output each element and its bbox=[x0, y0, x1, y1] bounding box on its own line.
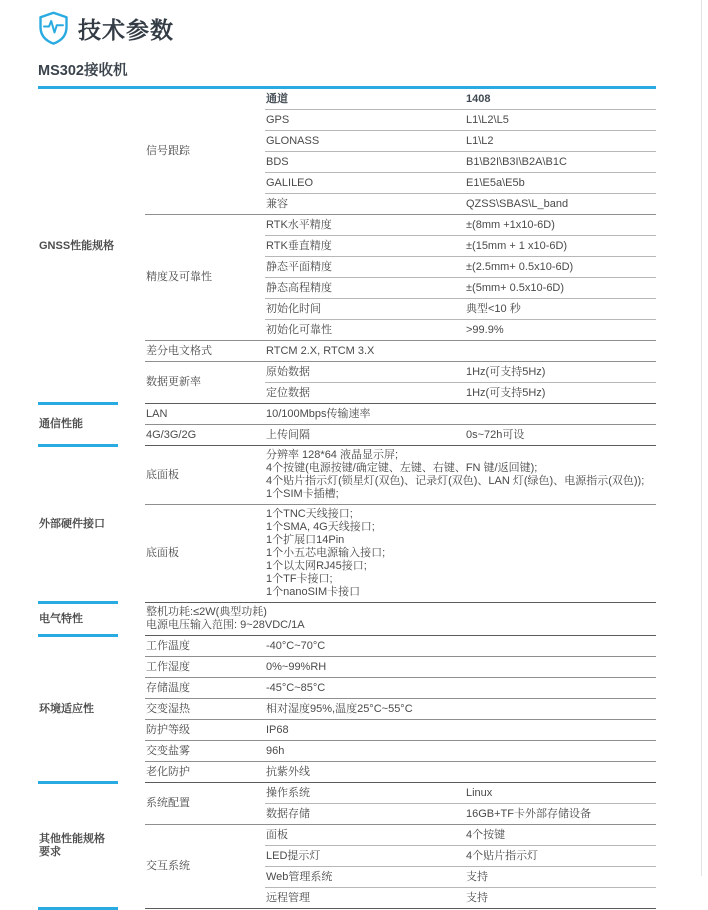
detail-line: 分辨率 128*64 液晶显示屏; bbox=[266, 449, 399, 461]
detail-line: 1个以太网RJ45接口; bbox=[266, 560, 367, 572]
param-value: 典型<10 秒 bbox=[465, 299, 656, 320]
param-name: 兼容 bbox=[265, 194, 465, 215]
param-name: 初始化时间 bbox=[265, 299, 465, 320]
param-name: 存储温度 bbox=[145, 678, 265, 699]
detail-line: 1个TNC天线接口; bbox=[266, 508, 353, 520]
param-value: L1\L2\L5 bbox=[465, 110, 656, 131]
param-name: Web管理系统 bbox=[265, 867, 465, 888]
param-name: 面板 bbox=[265, 825, 465, 846]
param-name: GPS bbox=[265, 110, 465, 131]
detail-line: 1个SIM卡插槽; bbox=[266, 488, 339, 500]
subcategory-panel-2: 底面板 bbox=[145, 505, 265, 603]
param-name: 远程管理 bbox=[265, 888, 465, 909]
param-value: B1\B2I\B3I\B2A\B1C bbox=[465, 152, 656, 173]
table-row bbox=[38, 783, 656, 804]
subcategory-data-update-rate: 数据更新率 bbox=[145, 362, 265, 404]
category-other-specs: 其他性能规格 要求 bbox=[38, 783, 145, 909]
subcategory-system-config: 系统配置 bbox=[145, 783, 265, 825]
param-name: 老化防护 bbox=[145, 762, 265, 783]
electrical-details bbox=[145, 603, 656, 636]
subcategory-interaction-system: 交互系统 bbox=[145, 825, 265, 909]
param-value: E1\E5a\E5b bbox=[465, 173, 656, 194]
detail-line: 1个扩展口14Pin bbox=[266, 534, 345, 546]
category-hardware-interface: 外部硬件接口 bbox=[38, 446, 145, 603]
param-name: GALILEO bbox=[265, 173, 465, 194]
param-value: -40°C~70°C bbox=[265, 636, 656, 657]
param-name: RTK垂直精度 bbox=[265, 236, 465, 257]
param-name: 交变盐雾 bbox=[145, 741, 265, 762]
page-title: 技术参数 bbox=[78, 16, 174, 43]
param-name: BDS bbox=[265, 152, 465, 173]
table-row bbox=[38, 446, 656, 505]
subcategory-lan: LAN bbox=[145, 404, 265, 425]
param-value: RTCM 2.X, RTCM 3.X bbox=[265, 341, 656, 362]
subcategory-differential-format: 差分电文格式 bbox=[145, 341, 265, 362]
param-value: Linux bbox=[465, 783, 656, 804]
param-value: -45°C~85°C bbox=[265, 678, 656, 699]
param-value: 96h bbox=[265, 741, 656, 762]
param-value: L1\L2 bbox=[465, 131, 656, 152]
param-name: 原始数据 bbox=[265, 362, 465, 383]
param-name: 静态平面精度 bbox=[265, 257, 465, 278]
param-value: 支持 bbox=[465, 867, 656, 888]
detail-line: 1个nanoSIM卡接口 bbox=[266, 586, 361, 598]
table-row bbox=[38, 636, 656, 657]
product-subtitle: MS302接收机 bbox=[38, 63, 128, 79]
detail-line: 4个贴片指示灯(锁星灯(双色)、记录灯(双色)、LAN 灯(绿色)、电源指示(双色)); bbox=[266, 475, 645, 487]
param-value: QZSS\SBAS\L_band bbox=[465, 194, 656, 215]
subcategory-cellular: 4G/3G/2G bbox=[145, 425, 265, 446]
category-electrical: 电气特性 bbox=[38, 603, 145, 636]
table-row bbox=[38, 404, 656, 425]
detail-line: 电源电压输入范围: 9~28VDC/1A bbox=[146, 619, 305, 631]
param-name: 通道 bbox=[265, 88, 465, 110]
table-row bbox=[38, 88, 656, 110]
param-value: 抗紫外线 bbox=[265, 762, 656, 783]
param-name: LED提示灯 bbox=[265, 846, 465, 867]
param-name: RTK水平精度 bbox=[265, 215, 465, 236]
param-value: 10/100Mbps传输速率 bbox=[265, 404, 656, 425]
param-name: 数据存储 bbox=[265, 804, 465, 825]
category-environmental: 环境适应性 bbox=[38, 636, 145, 783]
param-name: GLONASS bbox=[265, 131, 465, 152]
category-gnss: GNSS性能规格 bbox=[38, 88, 145, 404]
param-name: 定位数据 bbox=[265, 383, 465, 404]
subcategory-signal-tracking: 信号跟踪 bbox=[145, 88, 265, 215]
panel-1-details bbox=[265, 446, 656, 505]
param-value: 4个按键 bbox=[465, 825, 656, 846]
param-value: 1Hz(可支持5Hz) bbox=[465, 383, 656, 404]
param-name: 交变湿热 bbox=[145, 699, 265, 720]
category-communication: 通信性能 bbox=[38, 404, 145, 446]
table-row bbox=[38, 603, 656, 636]
subcategory-panel-1: 底面板 bbox=[145, 446, 265, 505]
detail-line: 整机功耗:≤2W(典型功耗) bbox=[146, 606, 267, 618]
page-header bbox=[38, 9, 708, 47]
detail-line: 1个TF卡接口; bbox=[266, 573, 333, 585]
detail-line: 4个按键(电源按键/确定键、左键、右键、FN 键/返回键); bbox=[266, 462, 538, 474]
param-name: 工作温度 bbox=[145, 636, 265, 657]
param-name: 操作系统 bbox=[265, 783, 465, 804]
param-value: 0%~99%RH bbox=[265, 657, 656, 678]
param-value: 相对湿度95%,温度25°C~55°C bbox=[265, 699, 656, 720]
param-value: 16GB+TF卡外部存储设备 bbox=[465, 804, 656, 825]
panel-2-details bbox=[265, 505, 656, 603]
param-name: 工作湿度 bbox=[145, 657, 265, 678]
param-value: ±(2.5mm+ 0.5x10-6D) bbox=[465, 257, 656, 278]
page-right-edge-divider bbox=[701, 0, 702, 876]
param-value: 1408 bbox=[465, 88, 656, 110]
param-value: 支持 bbox=[465, 888, 656, 909]
param-name: 静态高程精度 bbox=[265, 278, 465, 299]
param-value: IP68 bbox=[265, 720, 656, 741]
detail-line: 1个小五芯电源输入接口; bbox=[266, 547, 386, 559]
param-name: 上传间隔 bbox=[265, 425, 465, 446]
param-value: ±(15mm + 1 x10-6D) bbox=[465, 236, 656, 257]
shield-waveform-icon bbox=[38, 11, 69, 45]
param-value: >99.9% bbox=[465, 320, 656, 341]
detail-line: 1个SMA, 4G天线接口; bbox=[266, 521, 375, 533]
param-value: ±(8mm +1x10-6D) bbox=[465, 215, 656, 236]
param-name: 防护等级 bbox=[145, 720, 265, 741]
spec-table bbox=[38, 86, 656, 909]
param-value: 1Hz(可支持5Hz) bbox=[465, 362, 656, 383]
param-value: ±(5mm+ 0.5x10-6D) bbox=[465, 278, 656, 299]
param-value: 0s~72h可设 bbox=[465, 425, 656, 446]
subcategory-accuracy-reliability: 精度及可靠性 bbox=[145, 215, 265, 341]
param-value: 4个贴片指示灯 bbox=[465, 846, 656, 867]
param-name: 初始化可靠性 bbox=[265, 320, 465, 341]
